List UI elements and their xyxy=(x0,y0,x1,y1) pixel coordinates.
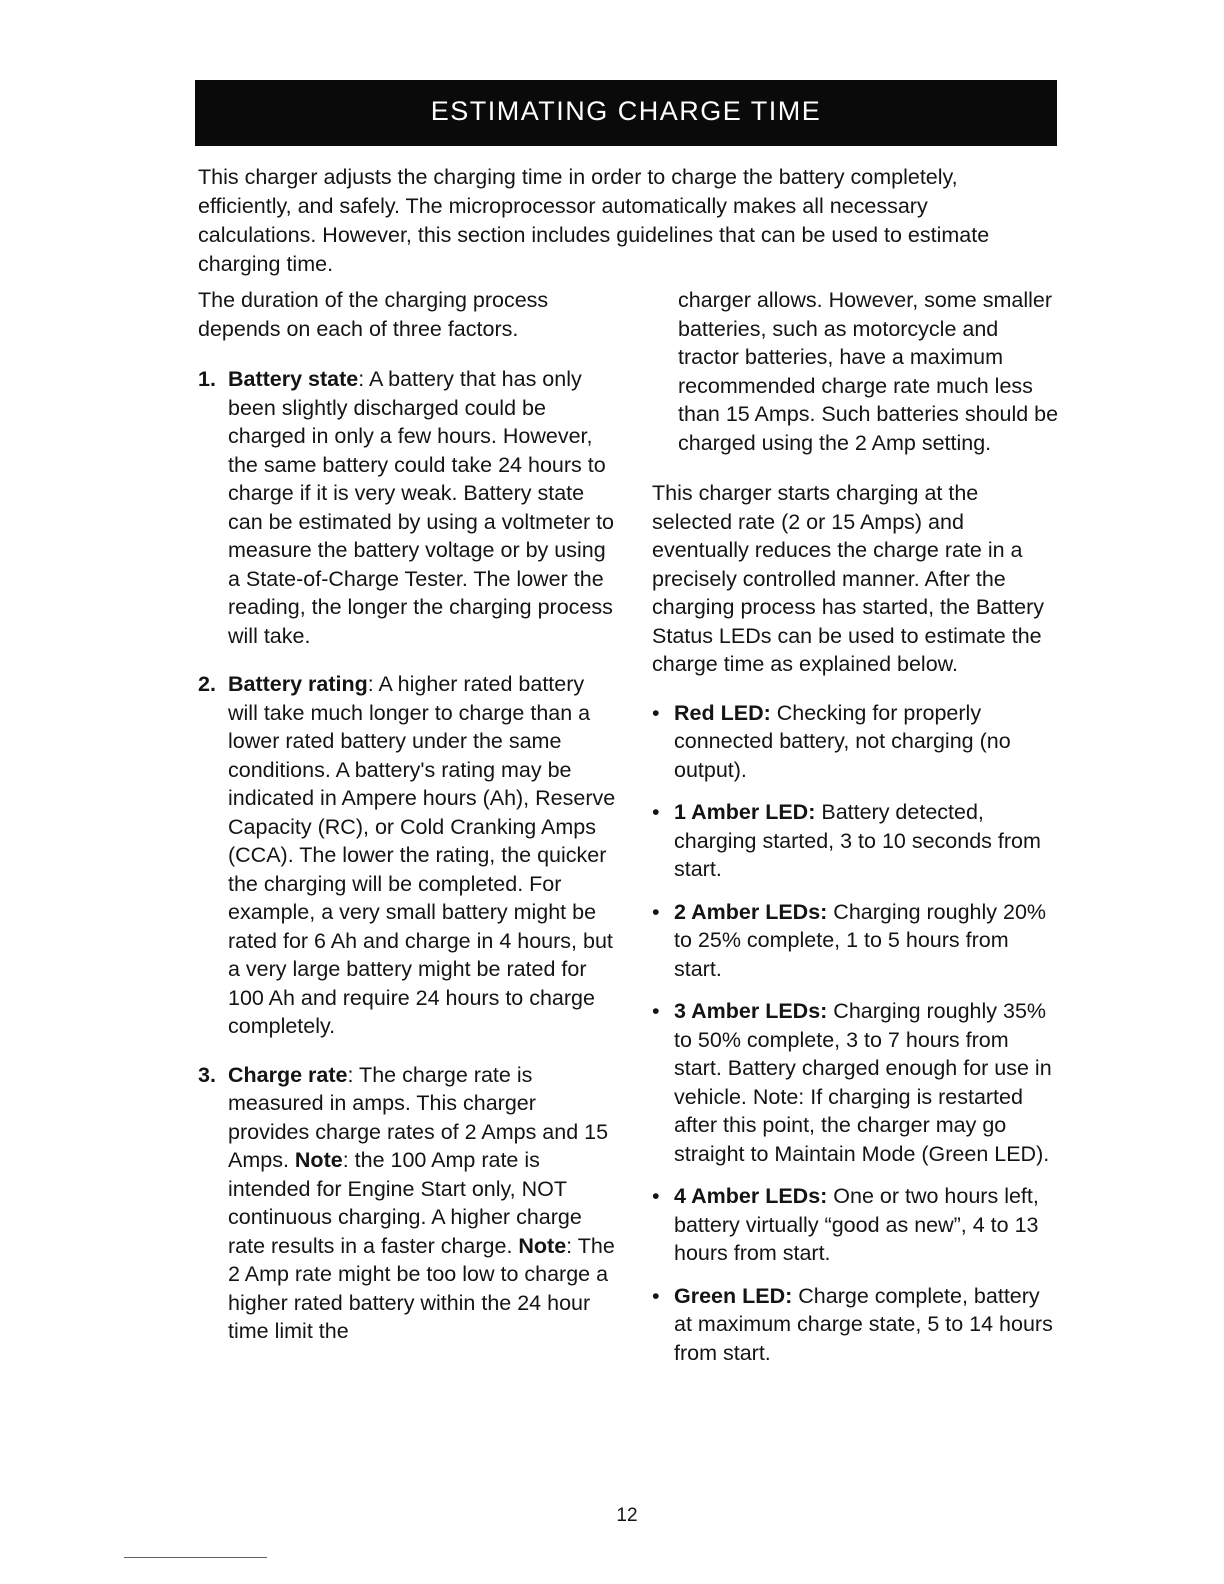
factor-text: : The charge rate is measured in amps. This charger provides charge rates of 2 Amps and 15 Amps. xyxy=(228,1062,609,1172)
right-column xyxy=(652,286,1062,1381)
led-list-item xyxy=(652,997,1062,1168)
note-text: : the 100 Amp rate is intended for Engine Start only, NOT continuous charging. A higher charge rate results in a faster charge. xyxy=(228,1148,582,1258)
footer-rule xyxy=(124,1557,267,1558)
note-label: Note xyxy=(294,1148,343,1172)
bullet-icon: • xyxy=(652,899,660,924)
led-intro-paragraph: This charger starts charging at the selected rate (2 or 15 Amps) and eventually reduces the charge rate in a precisely controlled manner. After the charging process has started, the Battery Status LEDs can be used to estimate the charge time as explained below. xyxy=(652,481,1044,676)
factor-number: 1. xyxy=(198,367,216,391)
factors-lead: The duration of the charging process depends on each of three factors. xyxy=(198,288,549,341)
led-list-item xyxy=(652,898,1062,984)
led-text: Charging roughly 35% to 50% complete, 3 to 7 hours from start. Battery charged enough for use in vehicle. Note: If charging is restarted after this point, the charger may go straight to Maintain Mode (Green LED). xyxy=(674,999,1052,1166)
bullet-icon: • xyxy=(652,800,660,824)
factor-term: Charge rate xyxy=(228,1062,348,1087)
factor-term: Battery state xyxy=(228,367,359,391)
factor-item xyxy=(198,365,618,650)
factor-item xyxy=(198,670,618,1041)
page-number: 12 xyxy=(616,1505,638,1526)
factor-number: 3. xyxy=(198,1062,216,1087)
led-label: Red LED: xyxy=(674,700,771,725)
led-text: Checking for properly connected battery, not charging (no output). xyxy=(674,700,1011,782)
led-text: One or two hours left, battery virtually “good as new”, 4 to 13 hours from start. xyxy=(674,1184,1039,1265)
led-text: Battery detected, charging started, 3 to 10 seconds from start. xyxy=(674,800,1041,881)
section-title: ESTIMATING CHARGE TIME xyxy=(430,95,822,126)
factor-item xyxy=(198,1061,618,1346)
led-label: 3 Amber LEDs: xyxy=(674,999,828,1023)
led-label: 2 Amber LEDs: xyxy=(674,899,828,924)
intro-paragraph: This charger adjusts the charging time in order to charge the battery completely, efficiently, and safely. The microprocessor automatically makes all necessary calculations. However, this section includes guidelines that can be used to estimate charging time. xyxy=(198,165,990,276)
section-title-banner xyxy=(195,80,1057,146)
led-label: Green LED: xyxy=(674,1283,793,1308)
led-list-item xyxy=(652,699,1062,785)
factor-number: 2. xyxy=(198,672,216,696)
led-list-item xyxy=(652,1182,1062,1268)
bullet-icon: • xyxy=(652,1283,660,1308)
led-list-item xyxy=(652,1282,1062,1368)
factor-term: Battery rating xyxy=(228,672,368,696)
factor-text: : A battery that has only been slightly discharged could be charged in only a few hours. However, the same battery could take 24 hours to charge if it is very weak. Battery state can be estimated by using a voltmeter to measure the battery voltage or by using a State-of-Charge Tester. The lower the reading, the longer the charging process will take. xyxy=(228,367,615,648)
note-label: Note xyxy=(518,1233,567,1258)
bullet-icon: • xyxy=(652,999,660,1023)
bullet-icon: • xyxy=(652,1184,660,1208)
led-label: 4 Amber LEDs: xyxy=(674,1184,828,1208)
factor-text: : A higher rated battery will take much longer to charge than a lower rated battery under the same conditions. A battery's rating may be indicated in Ampere hours (Ah), Reserve Capacity (RC), or Cold Cranking Amps (CCA). The lower the rating, the quicker the charging will be completed. For example, a very small battery might be rated for 6 Ah and charge in 4 hours, but a very large battery might be rated for 100 Ah and require 24 hours to charge completely. xyxy=(228,672,616,1038)
led-list-item xyxy=(652,798,1062,884)
led-text: Charging roughly 20% to 25% complete, 1 to 5 hours from start. xyxy=(674,899,1047,981)
bullet-icon: • xyxy=(652,700,660,725)
led-text: Charge complete, battery at maximum charge state, 5 to 14 hours from start. xyxy=(674,1283,1053,1365)
left-column xyxy=(198,286,618,1366)
continued-paragraph: charger allows. However, some smaller batteries, such as motorcycle and tractor batteries, have a maximum recommended charge rate much less than 15 Amps. Such batteries should be charged using the 2 Amp setting. xyxy=(678,288,1059,455)
note-text: : The 2 Amp rate might be too low to charge a higher rated battery within the 24 hour time limit the xyxy=(228,1233,615,1343)
led-label: 1 Amber LED: xyxy=(674,800,816,824)
